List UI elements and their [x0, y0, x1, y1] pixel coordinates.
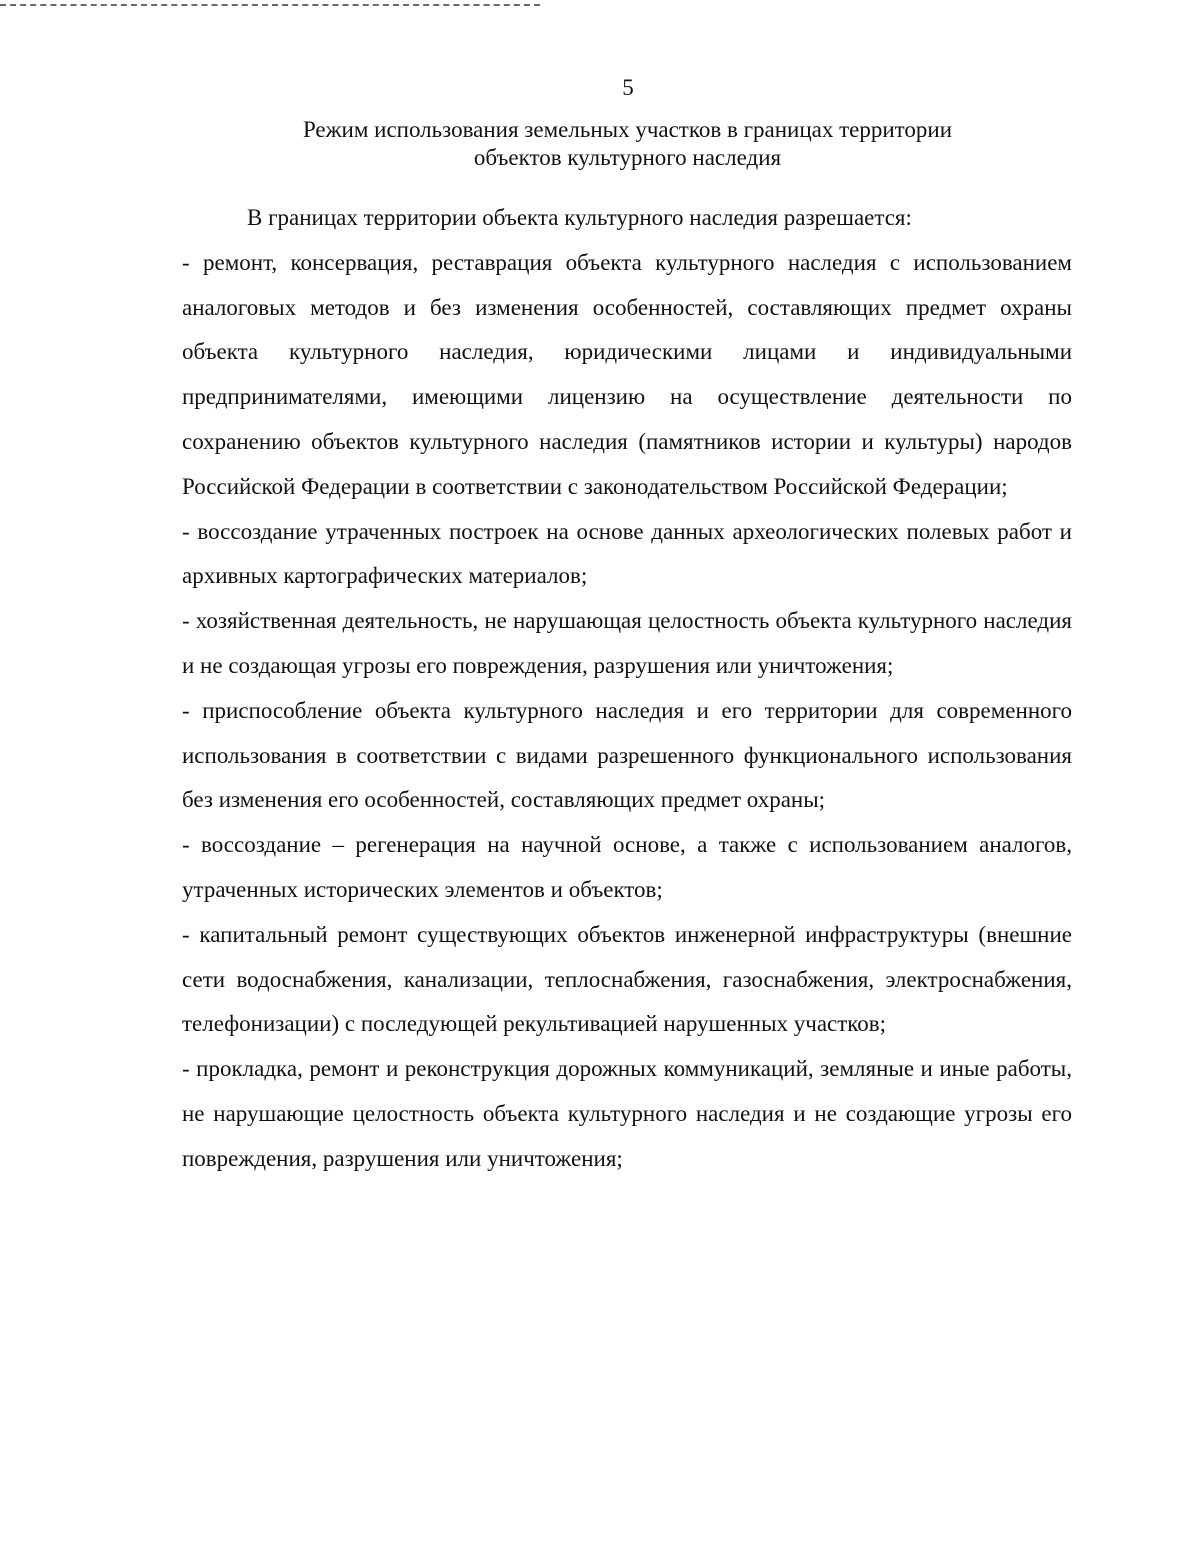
section-title-line-1: Режим использования земельных участков в границах территории: [302, 117, 953, 142]
section-title: [180, 116, 1075, 172]
page-number: 5: [622, 75, 634, 100]
list-item-restoration: - ремонт, консервация, реставрация объекта культурного наследия с использованием аналоговых методов и без изменения особенностей, составляющих предмет охраны объекта культурного наследия, юридическими лицами и индивидуальными предпринимателями, имеющими лицензию на осуществление деятельности по сохранению объектов культурного наследия (памятников истории и культуры) народов Российской Федерации в соответствии с законодательством Российской Федерации;: [182, 249, 1072, 499]
list-item-road-works: - прокладка, ремонт и реконструкция дорожных коммуникаций, земляные и иные работы, не нарушающие целостность объекта культурного наследия и не создающие угрозы его повреждения, разрушения или уничтожения;: [182, 1056, 1072, 1171]
intro-paragraph: В границах территории объекта культурного наследия разрешается:: [247, 205, 912, 230]
list-item-adaptation: - приспособление объекта культурного наследия и его территории для современного использования в соответствии с видами разрешенного функционального использования без изменения его особенностей, составляющих предмет охраны;: [182, 697, 1072, 813]
list-item-economic-activity: - хозяйственная деятельность, не нарушающая целостность объекта культурного наследия и не создающая угрозы его повреждения, разрушения или уничтожения;: [182, 608, 1072, 678]
list-item-infrastructure-repair: - капитальный ремонт существующих объектов инженерной инфраструктуры (внешние сети водоснабжения, канализации, теплоснабжения, газоснабжения, электроснабжения, телефонизации) с последующей рекультивацией нарушенных участков;: [182, 921, 1072, 1037]
scan-edge-dashes: [0, 4, 540, 6]
list-item-reconstruction-buildings: - воссоздание утраченных построек на основе данных археологических полевых работ и архивных картографических материалов;: [182, 518, 1072, 589]
section-title-line-2: объектов культурного наследия: [473, 145, 782, 170]
document-body: [182, 196, 1072, 1182]
list-item-regeneration: - воссоздание – регенерация на научной основе, а также с использованием аналогов, утраченных исторических элементов и объектов;: [182, 832, 1072, 902]
